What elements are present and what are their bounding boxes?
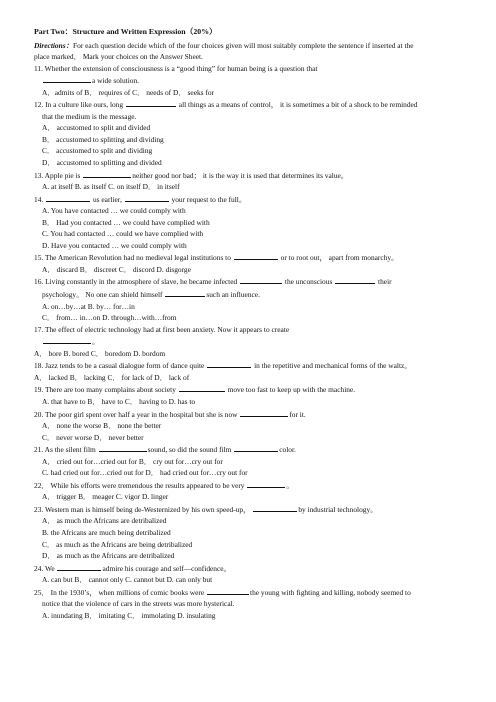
question-15-stem: 15. The American Revolution had no medieval legal institutions to: [34, 253, 231, 263]
question-20: [34, 408, 478, 421]
answer-blank: [240, 275, 282, 284]
question-15: [34, 251, 478, 264]
question-14-option-d: D. Have you contacted … we could comply with: [42, 240, 187, 250]
question-20-options-cd: C． never worse D． never better: [42, 432, 144, 442]
question-19-stem-2: move too fast to keep up with the machine.: [227, 385, 356, 395]
directions-label: Directions：: [34, 40, 74, 50]
question-16-options-2: C． from… in…on D. through…with…from: [42, 313, 177, 323]
question-17-options: A． bore B. bored C． boredom D. bordom: [34, 348, 166, 358]
question-23-option-d: D． as much as the Africans are detribalized: [42, 551, 175, 561]
question-20-stem-2: for it.: [289, 409, 306, 419]
question-22: 22． While his efforts were tremendous the results appeared to be very 。: [34, 480, 294, 490]
question-16: [34, 275, 478, 288]
question-18-stem: 18. Jazz tends to be a casual dialogue form of dance quite: [34, 361, 205, 371]
question-21-stem-2: sound, so did the sound film: [147, 445, 232, 455]
question-11-stem-2: a wide solution.: [92, 76, 140, 86]
answer-blank: [83, 169, 131, 178]
answer-blank: [207, 586, 249, 595]
question-23-option-a: A． as much the Africans are detribalized: [42, 516, 167, 526]
question-13: [34, 169, 478, 182]
question-23: [34, 503, 478, 516]
directions-text-2: place marked． Mark your choices on the Answer Sheet.: [34, 52, 203, 62]
question-16-stem: 16. Living constantly in the atmosphere of slave, he became infected: [34, 277, 238, 287]
question-18: [34, 359, 478, 372]
question-20-stem: 20. The poor girl spent over half a year in the hospital but she is now: [34, 409, 238, 419]
answer-blank: [57, 562, 101, 571]
answer-blank: [253, 503, 297, 512]
question-12-stem: 12. In a culture like ours, long: [34, 100, 124, 110]
question-14-number: 14.: [34, 194, 44, 204]
directions-text-1: For each question decide which of the four choices given will most suitably complete the sentence if inserted at the: [73, 40, 414, 50]
question-22-stem: 22． While his efforts were tremendous the results appeared to be very: [34, 480, 245, 490]
answer-blank: [165, 288, 205, 297]
question-25-options: A. inundating B． imitating C． immolating D. insulating: [42, 610, 216, 620]
question-12-cont: that the medium is the message.: [42, 111, 137, 121]
question-21-stem-3: color.: [279, 445, 296, 455]
answer-blank: [43, 74, 91, 83]
question-16-stem-3: their: [378, 277, 392, 287]
question-12: [34, 98, 478, 111]
answer-blank: [207, 359, 251, 368]
answer-blank: [46, 193, 90, 202]
question-13-stem-2: neither good nor bad； it is the way it is used that determines its value。: [132, 170, 349, 180]
question-15-stem-2: or to root out， apart from monarchy。: [280, 253, 399, 263]
question-12-option-d: D． accustomed to splitting and divided: [42, 158, 162, 168]
question-22-options: A． trigger B． meager C. vigor D. linger: [42, 492, 169, 502]
question-15-options: A． discard B． discreet C． discord D. disgorge: [42, 264, 191, 274]
question-16-stem-2: the unconscious: [284, 277, 333, 287]
question-14-option-b: B． Had you contacted … we could have complied with: [42, 217, 210, 227]
question-18-stem-2: in the repetitive and mechanical forms of the waltz。: [254, 361, 412, 371]
question-12-stem-2: all things as a means of control， it is sometimes a bit of a shock to be reminded: [178, 100, 418, 110]
question-23-stem: 23. Western man is himself being de-Westernized by his own speed-up，: [34, 504, 251, 514]
question-14-stem-2: your request to the full。: [171, 194, 247, 204]
answer-blank: [125, 193, 169, 202]
question-12-option-c: C． accustomed to split and dividing: [42, 146, 153, 156]
question-21-options-ab: A． cried out for…cried out for B． cry out for…cry out for: [42, 456, 223, 466]
question-14-option-c: C. You had contacted … could we have complied with: [42, 229, 204, 239]
question-11-cont: [34, 74, 478, 87]
question-16-options: A. on…by…at B. by… for…in: [42, 301, 135, 311]
question-13-stem: 13. Apple pie is: [34, 170, 81, 180]
question-23-option-b: B. the Africans are much being detribalized: [42, 527, 171, 537]
question-11: [34, 63, 478, 75]
question-25-stem-2: the young with fighting and killing, nobody seemed to: [250, 587, 411, 597]
question-11-stem: 11. Whether the extension of consciousness is a “good thing” for human being is a question that: [34, 63, 318, 73]
question-25: [34, 586, 478, 599]
answer-blank: [240, 408, 288, 417]
question-13-options: A. at itself B. as itself C. on itself D． in itself: [42, 182, 180, 192]
section-title: Part Two：Structure and Written Expression（20%）: [34, 27, 217, 36]
question-16-cont: [34, 288, 478, 301]
answer-blank: [234, 443, 278, 452]
question-11-options: A．admits of B． requires of C． needs of D． seeks for: [42, 87, 215, 97]
question-24-options: A. can but B． cannot only C. cannot but D. can only but: [42, 575, 213, 585]
question-18-options: A． lacked B． lacking C． for lack of D． lack of: [34, 372, 190, 382]
question-23-option-c: C． as much as the Africans are being detribalized: [42, 539, 193, 549]
question-19-options: A. that have to B． have to C． having to D. has to: [42, 396, 196, 406]
answer-blank: [43, 335, 91, 344]
answer-blank: [247, 479, 285, 488]
question-17-cont: 。: [34, 335, 478, 348]
question-12-option-a: A． accustomed to split and divided: [42, 123, 151, 133]
question-21: [34, 443, 478, 456]
directions: [34, 40, 478, 52]
question-16-stem-5: such an influence.: [206, 290, 260, 300]
question-24: [34, 562, 478, 575]
answer-blank: [126, 98, 176, 107]
question-14-stem: us earlier,: [92, 194, 122, 204]
question-19-stem: 19. There are too many complains about society: [34, 385, 176, 395]
answer-blank: [234, 251, 278, 260]
answer-blank: [335, 275, 375, 284]
question-25-cont: notice that the violence of cars in the streets was more hysterical.: [42, 599, 235, 609]
question-24-stem: 24. We: [34, 563, 55, 573]
question-19: [34, 383, 478, 396]
question-23-stem-2: by industrial technology。: [298, 504, 378, 514]
answer-blank: [99, 443, 147, 452]
answer-blank: [179, 383, 225, 392]
question-20-options-ab: A． none the worse B． none the better: [42, 421, 162, 431]
question-21-options-cd: C. had cried out for…cried out for D． had cried out for…cry out for: [42, 468, 248, 478]
question-17: 17. The effect of electric technology had at first been anxiety. Now it appears to create: [34, 324, 290, 334]
question-14: [34, 193, 478, 206]
question-16-stem-4: psychology。 No one can shield himself: [42, 290, 163, 300]
question-14-option-a: A. You have contacted … we could comply with: [42, 206, 186, 216]
question-12-option-b: B． accustomed to splitting and dividing: [42, 134, 164, 144]
question-25-stem: 25． In the 1930’s， when millions of comic books were: [34, 587, 205, 597]
question-21-stem: 21. As the silent film: [34, 445, 96, 455]
question-24-stem-2: admire his courage and self—confidence。: [102, 563, 231, 573]
